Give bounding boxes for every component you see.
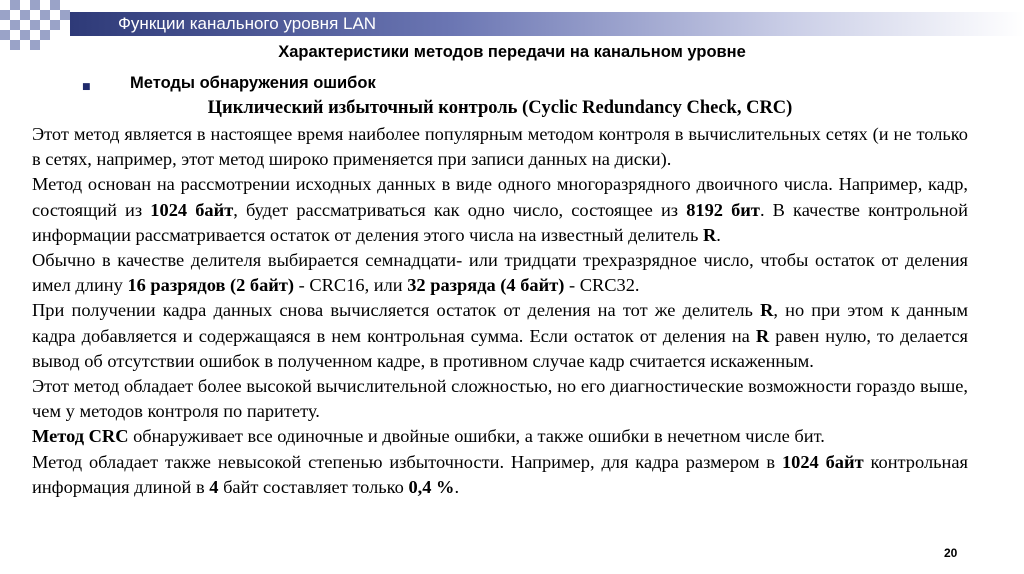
paragraph-3 <box>32 248 968 298</box>
text-run: При получении кадра данных снова вычисляется остаток от деления на тот же делитель <box>32 300 761 321</box>
bold-run: 1024 байт <box>150 199 234 220</box>
text-run: равен нулю, то делается вывод об отсутствии ошибок в полученном кадре, в противном случае кадр считается искаженным. <box>32 325 968 371</box>
bold-run: 16 разрядов (2 байт) <box>127 275 295 296</box>
text-run: , будет рассматриваться как одно число, состоящее из <box>233 199 687 220</box>
text-run: , но при этом к данным кадра добавляется и содержащаяся в нем контрольная сумма. Если остаток от деления на <box>32 300 968 346</box>
bold-run: R <box>755 325 770 346</box>
bold-run: 32 разряда (4 байт) <box>407 275 565 296</box>
text-run: контрольная информация длиной в <box>32 451 968 497</box>
page-number: 20 <box>944 546 958 560</box>
text-run: . <box>454 476 460 497</box>
text-run: байт составляет только <box>218 476 409 497</box>
text-run: - CRC16, или <box>294 275 408 296</box>
slide-title: Функции канального уровня LAN <box>118 14 377 33</box>
paragraph-1: Этот метод является в настоящее время наиболее популярным методом контроля в вычислительных сетях (и не только в сетях, например, этот метод широко применяется при записи данных на диски). <box>32 124 968 170</box>
text-run: - CRC32. <box>564 275 640 296</box>
bullet-label: Методы обнаружения ошибок <box>130 74 376 92</box>
paragraph-2 <box>32 172 968 248</box>
bold-run: 1024 байт <box>781 451 864 472</box>
text-run: Метод основан на рассмотрении исходных данных в виде одного многоразрядного двоичного числа. Например, кадр, состоящий из <box>32 174 968 220</box>
text-run: . <box>716 224 721 245</box>
paragraph-7 <box>32 450 968 500</box>
bold-run: 8192 бит <box>686 199 760 220</box>
bold-run: 4 <box>209 476 219 497</box>
paragraph-6 <box>32 424 968 449</box>
slide-subtitle: Характеристики методов передачи на канальном уровне <box>278 43 746 61</box>
paragraph-4 <box>32 298 968 374</box>
crc-heading: Циклический избыточный контроль (Cyclic Redundancy Check, CRC) <box>207 98 793 118</box>
bold-run: 0,4 % <box>408 476 455 497</box>
bold-run: R <box>703 224 717 245</box>
text-run: обнаруживает все одиночные и двойные ошибки, а также ошибки в нечетном числе бит. <box>128 426 825 447</box>
text-run: Обычно в качестве делителя выбирается семнадцати- или тридцати трехразрядное число, чтобы остаток от деления имел длину <box>32 250 968 296</box>
square-bullet-icon: ■ <box>82 82 91 92</box>
bold-run: Метод CRC <box>32 426 129 447</box>
paragraph-5: Этот метод обладает более высокой вычислительной сложностью, но его диагностические возможности гораздо выше, чем у методов контроля по паритету. <box>32 376 968 422</box>
bold-run: R <box>760 300 774 321</box>
text-run: Метод обладает также невысокой степенью избыточности. Например, для кадра размером в <box>32 451 782 472</box>
text-run: . В качестве контрольной информации рассматривается остаток от деления этого числа на известный делитель <box>32 199 968 245</box>
body-text <box>32 122 968 500</box>
